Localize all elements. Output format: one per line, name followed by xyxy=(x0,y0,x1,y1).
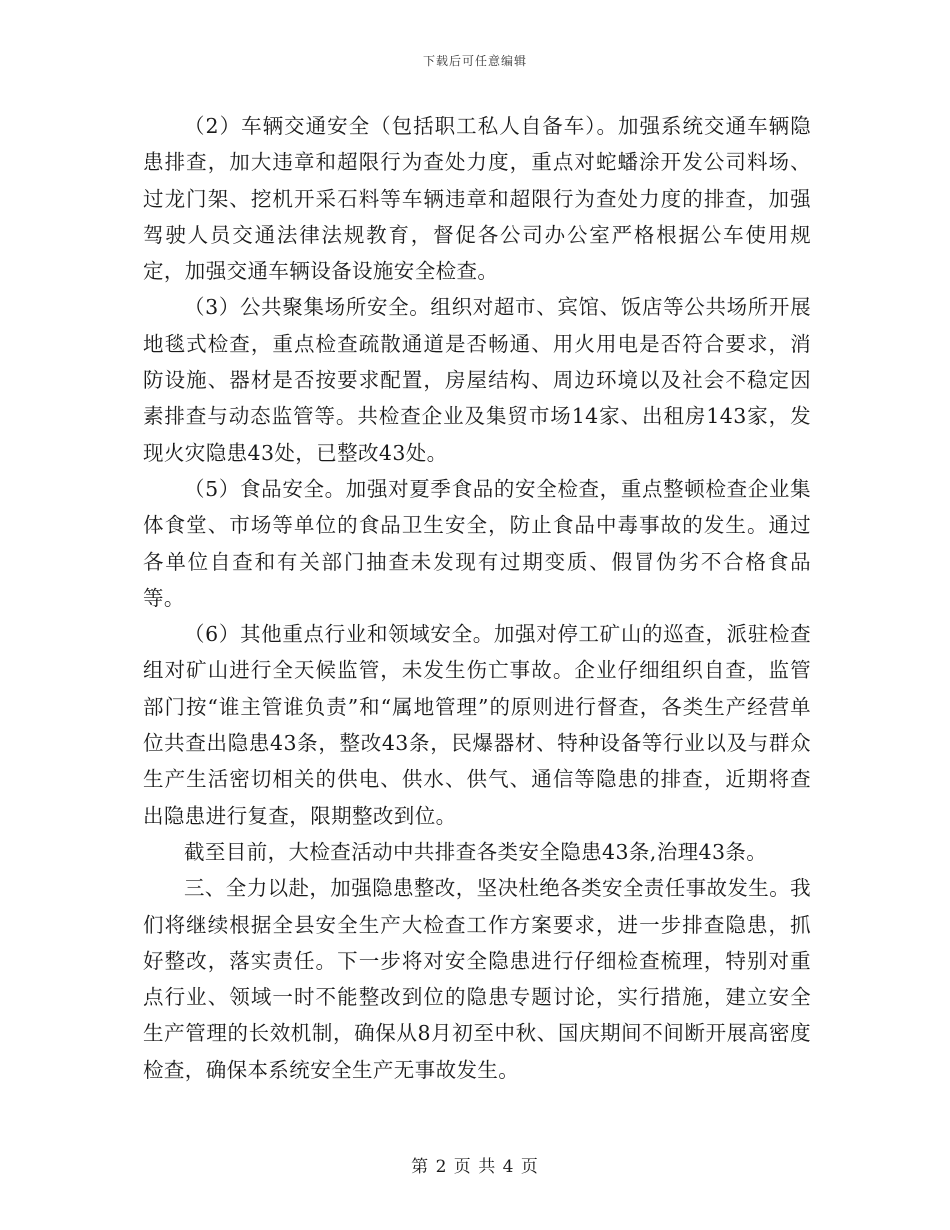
document-body xyxy=(143,108,811,1088)
paragraph-vehicle-safety: （2）车辆交通安全（包括职工私人自备车）。加强系统交通车辆隐患排查，加大违章和超限行为查处力度，重点对蛇蟠涂开发公司料场、过龙门架、挖机开采石料等车辆违章和超限行为查处力度的排查，加强驾驶人员交通法律法规教育，督促各公司办公室严格根据公车使用规定，加强交通车辆设备设施安全检查。 xyxy=(143,114,811,284)
page-header: 下载后可任意编辑 xyxy=(422,54,527,68)
paragraph-food-safety: （5）食品安全。加强对夏季食品的安全检查，重点整顿检查企业集体食堂、市场等单位的食品卫生安全，防止食品中毒事故的发生。通过各单位自查和有关部门抽查未发现有过期变质、假冒伪劣不合格食品等。 xyxy=(143,476,811,610)
paragraph-other-industries-safety: （6）其他重点行业和领域安全。加强对停工矿山的巡查，派驻检查组对矿山进行全天候监管，未发生伤亡事故。企业仔细组织自查，监管部门按“谁主管谁负责”和“属地管理”的原则进行督查，各类生产经营单位共查出隐患43条，整改43条，民爆器材、特种设备等行业以及与群众生产生活密切相关的供电、供水、供气、通信等隐患的排查，近期将查出隐患进行复查，限期整改到位。 xyxy=(143,622,811,828)
paragraph-section-three: 三、全力以赴，加强隐患整改，坚决杜绝各类安全责任事故发生。我们将继续根据全县安全生产大检查工作方案要求，进一步排查隐患，抓好整改，落实责任。下一步将对安全隐患进行仔细检查梳理，特别对重点行业、领域一时不能整改到位的隐患专题讨论，实行措施，建立安全生产管理的长效机制，确保从8月初至中秋、国庆期间不间断开展高密度检查，确保本系统安全生产无事故发生。 xyxy=(143,876,811,1082)
paragraph-public-places-safety: （3）公共聚集场所安全。组织对超市、宾馆、饭店等公共场所开展地毯式检查，重点检查疏散通道是否畅通、用火用电是否符合要求，消防设施、器材是否按要求配置，房屋结构、周边环境以及社会不稳定因素排查与动态监管等。共检查企业及集贸市场14家、出租房143家，发现火灾隐患43处，已整改43处。 xyxy=(143,295,811,465)
paragraph-summary-to-date: 截至目前，大检查活动中共排查各类安全隐患43条,治理43条。 xyxy=(184,839,768,864)
page-number-footer: 第 2 页 共 4 页 xyxy=(411,1157,539,1177)
